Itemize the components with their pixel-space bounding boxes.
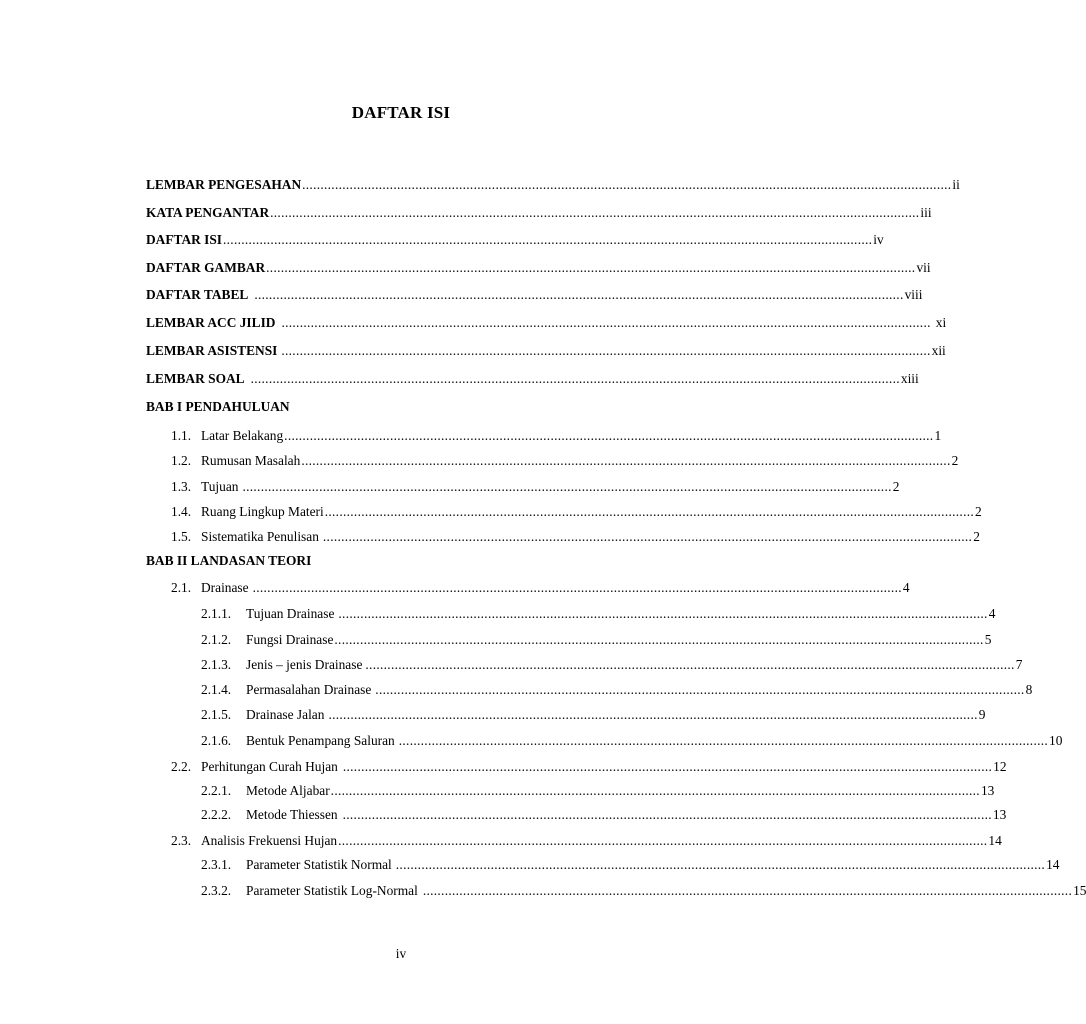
toc-entry-label: KATA PENGANTAR [146,205,270,220]
toc-subentry-label [171,579,249,597]
toc-subsubentry[interactable] [201,681,1033,699]
toc-subentry-label [201,631,333,649]
toc-entry-page: 12 [993,759,1007,774]
toc-entry-page: 14 [988,833,1002,848]
toc-subsubentry[interactable] [201,706,986,724]
toc-subentry-label [201,706,324,724]
toc-entry-page: 13 [992,807,1007,822]
dot-leader: .................................................................................................................................................................................. [334,632,984,647]
toc-subentry-label [201,656,362,674]
toc-subentry[interactable] [171,478,900,496]
dot-leader: .................................................................................................................................................................................. [302,177,952,192]
dot-leader: .................................................................................................................................................................................. [252,580,902,595]
toc-entry-page: 8 [1025,682,1033,697]
dot-leader: .................................................................................................................................................................................. [270,205,920,220]
dot-leader: .................................................................................................................................................................................. [284,428,934,443]
dot-leader: .................................................................................................................................................................................. [330,783,980,798]
section-title: Parameter Statistik Normal [246,857,392,872]
section-title: Drainase [201,580,249,595]
toc-subentry[interactable] [171,503,982,521]
toc-subsubentry[interactable] [201,656,1023,674]
toc-entry-page: 4 [902,580,910,595]
toc-entry-page: 7 [1015,657,1023,672]
toc-subentry-label [171,832,337,850]
toc-subentry-label [171,478,238,496]
dot-leader: .................................................................................................................................................................................. [395,857,1046,872]
toc-subentry-label [201,605,334,623]
dot-leader: .................................................................................................................................................................................. [250,371,900,386]
section-title: Rumusan Masalah [201,453,301,468]
page-number-footer: iv [395,946,407,961]
toc-entry-page: 14 [1046,857,1060,872]
toc-entry-page: vii [916,260,931,275]
toc-subentry-label [201,782,330,800]
toc-subsubentry[interactable] [201,631,992,649]
section-title: Perhitungan Curah Hujan [201,759,338,774]
toc-entry-page: iii [920,205,932,220]
dot-leader: .................................................................................................................................................................................. [281,315,931,330]
dot-leader: .................................................................................................................................................................................. [342,759,993,774]
toc-entry-page: 9 [978,707,986,722]
toc-entry-lembar-acc-jilid[interactable] [146,314,947,332]
toc-subentry[interactable] [171,832,1002,850]
toc-subsubentry[interactable] [201,732,1063,750]
toc-subsubentry[interactable] [201,806,1007,824]
toc-entry-page: 2 [951,453,959,468]
dot-leader: .................................................................................................................................................................................. [322,529,973,544]
dot-leader: .................................................................................................................................................................................. [338,606,988,621]
section-title: Parameter Statistik Log-Normal [246,883,418,898]
section-title: Permasalahan Drainase [246,682,372,697]
dot-leader: .................................................................................................................................................................................. [375,682,1025,697]
toc-entry-label: LEMBAR SOAL [146,371,245,386]
dot-leader: .................................................................................................................................................................................. [398,733,1049,748]
toc-entry-page: 15 [1073,883,1086,898]
toc-entry-page: ii [952,177,960,192]
section-title: Latar Belakang [201,428,284,443]
section-title: Analisis Frekuensi Hujan [201,833,338,848]
section-title: Tujuan Drainase [246,606,335,621]
toc-subsubentry[interactable] [201,605,996,623]
dot-leader: .................................................................................................................................................................................. [254,287,904,302]
section-title: Metode Aljabar [246,783,330,798]
toc-entry-page: 4 [988,606,996,621]
toc-entry-label: LEMBAR PENGESAHAN [146,177,302,192]
section-title: Fungsi Drainase [246,632,334,647]
section-title: Jenis – jenis Drainase [246,657,363,672]
toc-subsubentry[interactable] [201,782,995,800]
toc-subentry-label [201,732,395,750]
section-number: 1.1. [171,428,192,443]
chapter-heading-bab-1[interactable]: BAB I PENDAHULUAN [146,399,290,414]
section-title: Sistematika Penulisan [201,529,319,544]
section-title: Bentuk Penampang Saluran [246,733,395,748]
section-number: 1.4. [171,504,192,519]
toc-entry-page: 2 [975,504,982,519]
toc-subentry-label [171,503,324,521]
section-title: Drainase Jalan [246,707,325,722]
toc-entry-page: viii [904,287,923,302]
section-number: 1.5. [171,529,192,544]
toc-subsubentry[interactable] [201,856,1060,874]
toc-entry-label: DAFTAR GAMBAR [146,260,266,275]
dot-leader: .................................................................................................................................................................................. [365,657,1015,672]
dot-leader: .................................................................................................................................................................................. [328,707,978,722]
toc-entry-label: DAFTAR TABEL [146,287,249,302]
section-number: 1.2. [171,453,192,468]
section-number: 2.1.4. [201,682,232,697]
toc-entry-page: xi [935,315,947,330]
section-number: 2.1. [171,580,192,595]
toc-entry-daftar-isi[interactable] [146,231,884,249]
section-number: 2.2. [171,759,192,774]
page-title: DAFTAR ISI [351,103,451,122]
dot-leader: .................................................................................................................................................................................. [266,260,916,275]
section-title: Ruang Lingkup Materi [201,504,324,519]
toc-subentry-label [201,856,392,874]
dot-leader: .................................................................................................................................................................................. [324,504,975,519]
toc-subsubentry[interactable] [201,882,1086,900]
dot-leader: .................................................................................................................................................................................. [338,833,988,848]
toc-entry-page: 1 [934,428,942,443]
toc-subentry[interactable] [171,528,980,546]
toc-subentry[interactable] [171,427,942,445]
section-number: 2.2.1. [201,783,232,798]
dot-leader: .................................................................................................................................................................................. [223,232,873,247]
toc-entry-page: xii [931,343,946,358]
toc-entry-label: LEMBAR ACC JILID [146,315,276,330]
section-number: 2.3.2. [201,883,232,898]
chapter-heading-bab-2[interactable]: BAB II LANDASAN TEORI [146,553,312,568]
toc-entry-page: iv [873,232,884,247]
toc-subentry-label [171,427,283,445]
toc-entry-page: xiii [900,371,919,386]
toc-entry-page: 2 [892,479,900,494]
toc-subentry[interactable] [171,452,959,470]
dot-leader: .................................................................................................................................................................................. [342,807,992,822]
toc-entry-page: 2 [973,529,980,544]
toc-subentry-label [171,758,338,776]
toc-entry-label: LEMBAR ASISTENSI [146,343,278,358]
toc-entry-daftar-gambar[interactable] [146,259,931,277]
toc-subentry-label [171,528,319,546]
section-number: 1.3. [171,479,192,494]
toc-entry-kata-pengantar[interactable] [146,204,932,222]
dot-leader: .................................................................................................................................................................................. [281,343,931,358]
section-number: 2.1.1. [201,606,232,621]
section-number: 2.1.3. [201,657,232,672]
toc-entry-label: DAFTAR ISI [146,232,223,247]
dot-leader: .................................................................................................................................................................................. [242,479,892,494]
toc-entry-page: 10 [1049,733,1063,748]
dot-leader: .................................................................................................................................................................................. [301,453,951,468]
toc-entry-lembar-pengesahan[interactable] [146,176,960,194]
dot-leader: .................................................................................................................................................................................. [422,883,1073,898]
toc-entry-page: 13 [980,783,995,798]
toc-entry-lembar-soal[interactable] [146,370,919,388]
toc-entry-page: 5 [984,632,992,647]
section-number: 2.2.2. [201,807,232,822]
toc-entry-daftar-tabel[interactable] [146,286,923,304]
toc-subentry[interactable] [171,579,910,597]
section-number: 2.3.1. [201,857,232,872]
toc-subentry[interactable] [171,758,1007,776]
toc-subentry-label [201,681,371,699]
section-number: 2.3. [171,833,192,848]
toc-subentry-label [201,806,338,824]
section-number: 2.1.5. [201,707,232,722]
section-number: 2.1.6. [201,733,232,748]
toc-subentry-label [201,882,418,900]
toc-entry-lembar-asistensi[interactable] [146,342,946,360]
toc-subentry-label [171,452,300,470]
section-title: Tujuan [201,479,239,494]
section-title: Metode Thiessen [246,807,338,822]
section-number: 2.1.2. [201,632,232,647]
